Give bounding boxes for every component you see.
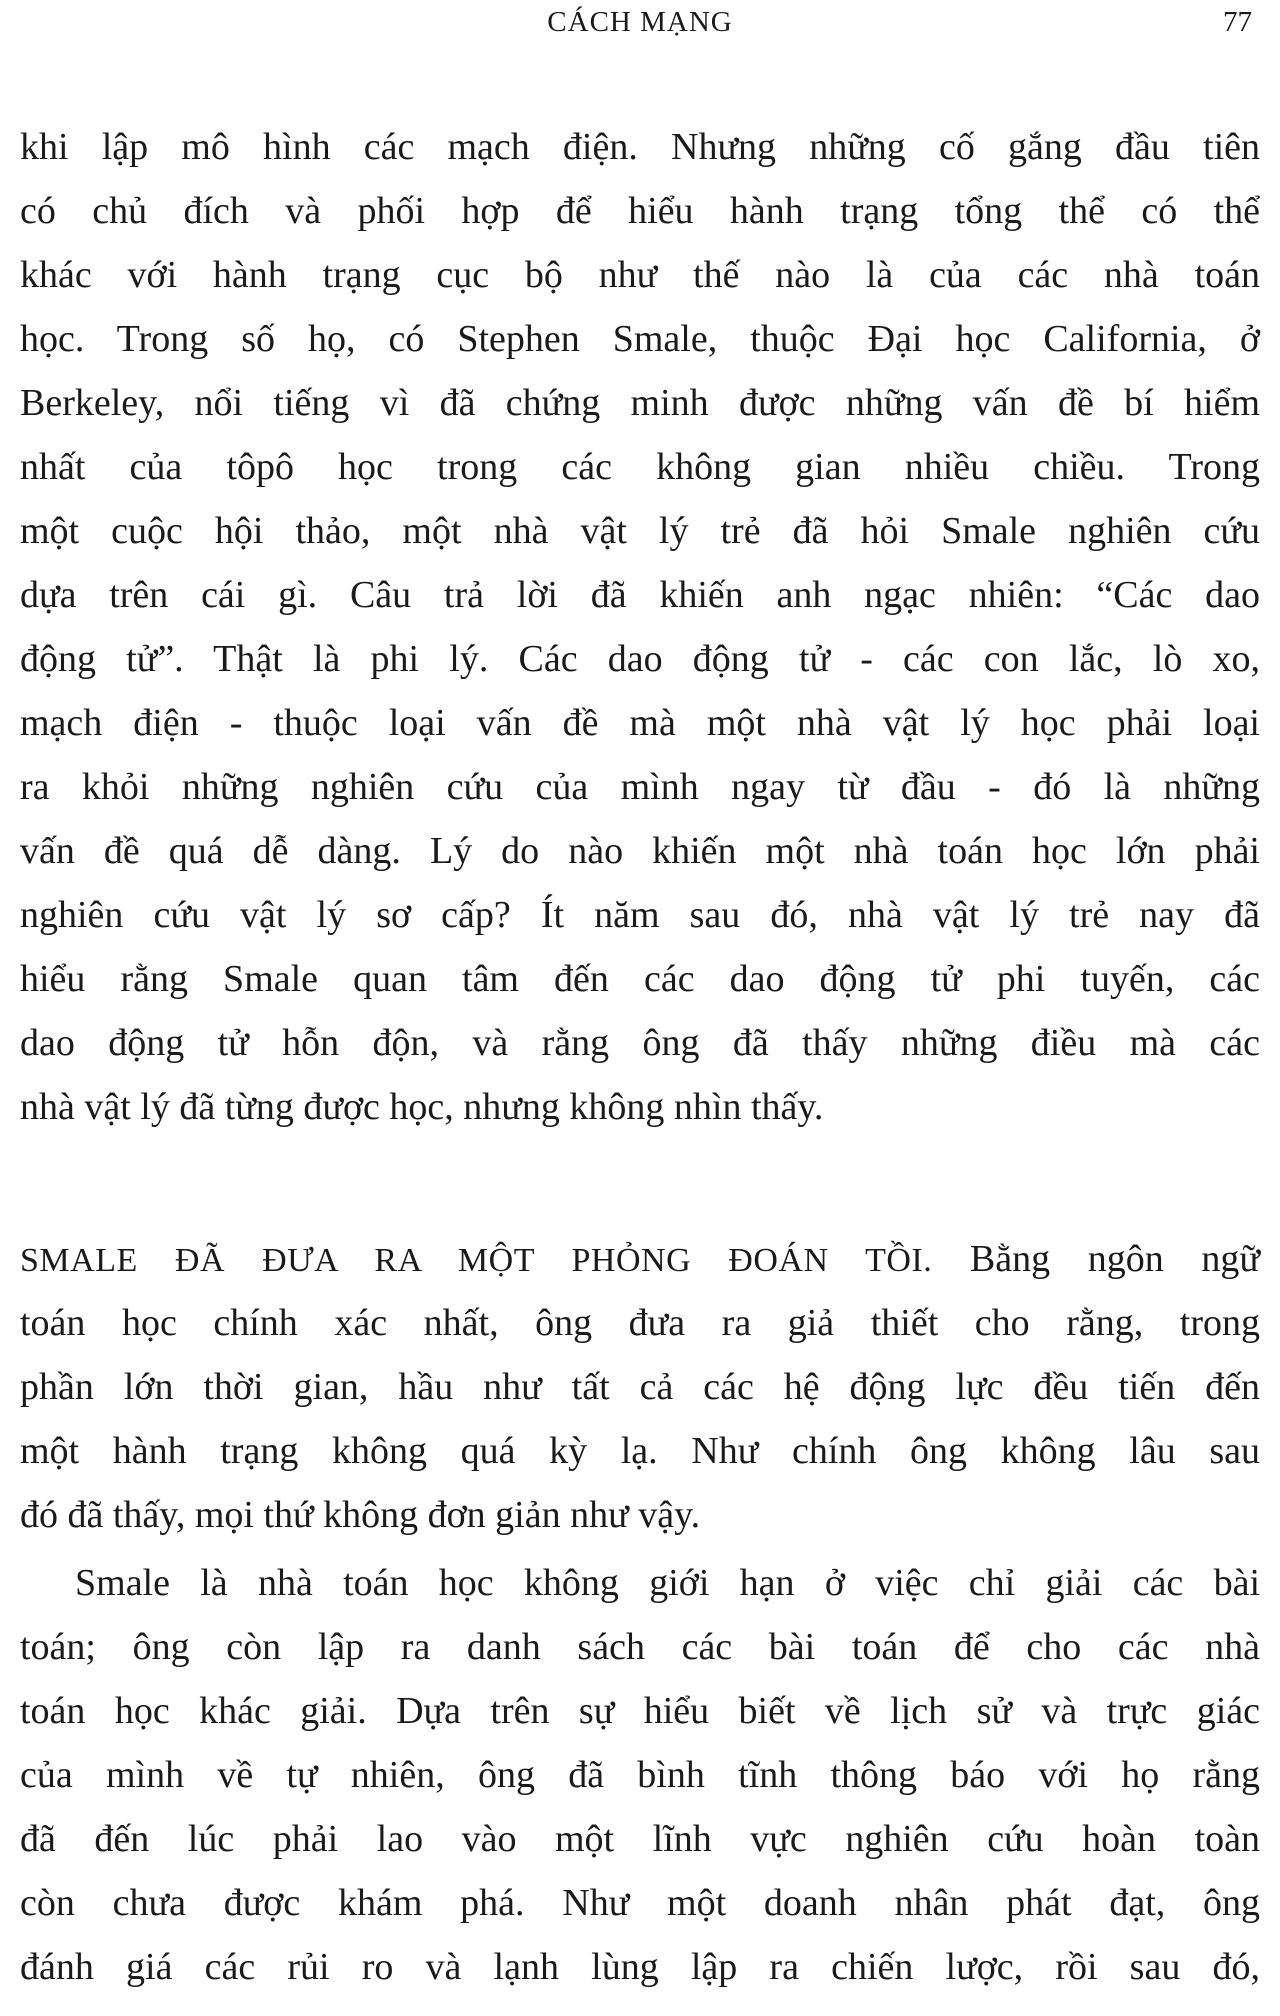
text-line: học. Trong số họ, có Stephen Smale, thuộc Đại học California, ở (20, 318, 1260, 360)
text-line: đó đã thấy, mọi thứ không đơn giản như vậy. (20, 1494, 701, 1536)
text-line: nghiên cứu vật lý sơ cấp? Ít năm sau đó, nhà vật lý trẻ nay đã (20, 894, 1260, 936)
text-line: có chủ đích và phối hợp để hiểu hành trạng tổng thể có thể (20, 190, 1260, 232)
text-line: toán học chính xác nhất, ông đưa ra giả thiết cho rằng, trong (20, 1302, 1260, 1344)
text-line: khác với hành trạng cục bộ như thế nào là của các nhà toán (20, 254, 1260, 296)
text-line: đánh giá các rủi ro và lạnh lùng lập ra chiến lược, rồi sau đó, (20, 1946, 1260, 1988)
text-line: Berkeley, nổi tiếng vì đã chứng minh được những vấn đề bí hiểm (20, 382, 1260, 424)
text-line: phần lớn thời gian, hầu như tất cả các hệ động lực đều tiến đến (20, 1366, 1260, 1408)
running-head (0, 6, 1280, 46)
text-line: dao động tử hỗn độn, và rằng ông đã thấy những điều mà các (20, 1022, 1260, 1064)
section-lead-in: SMALE ĐÃ ĐƯA RA MỘT PHỎNG ĐOÁN TỒI. (20, 1242, 933, 1279)
paragraph-3 (20, 1551, 1260, 1999)
text-line: một cuộc hội thảo, một nhà vật lý trẻ đã hỏi Smale nghiên cứu (20, 510, 1260, 552)
text-line: toán; ông còn lập ra danh sách các bài toán để cho các nhà (20, 1626, 1260, 1668)
text-line: còn chưa được khám phá. Như một doanh nhân phát đạt, ông (20, 1882, 1260, 1924)
text-line: dựa trên cái gì. Câu trả lời đã khiến anh ngạc nhiên: “Các dao (20, 574, 1260, 616)
opening-line-rest: Bằng ngôn ngữ (932, 1238, 1260, 1280)
text-line: khi lập mô hình các mạch điện. Nhưng những cố gắng đầu tiên (20, 126, 1260, 168)
text-line: vấn đề quá dễ dàng. Lý do nào khiến một nhà toán học lớn phải (20, 830, 1260, 872)
text-line: một hành trạng không quá kỳ lạ. Như chính ông không lâu sau (20, 1430, 1260, 1472)
text-line: nhất của tôpô học trong các không gian nhiều chiều. Trong (20, 446, 1260, 488)
text-line: của mình về tự nhiên, ông đã bình tĩnh thông báo với họ rằng (20, 1754, 1260, 1796)
chapter-title: CÁCH MẠNG (547, 6, 733, 38)
text-line: nhà vật lý đã từng được học, nhưng không nhìn thấy. (20, 1086, 824, 1128)
section-opening-line (20, 1227, 1260, 1291)
paragraph-2 (20, 1227, 1260, 1547)
text-line: toán học khác giải. Dựa trên sự hiểu biết về lịch sử và trực giác (20, 1690, 1260, 1732)
paragraph-1 (20, 115, 1260, 1139)
page-number: 77 (1223, 6, 1252, 38)
text-line: mạch điện - thuộc loại vấn đề mà một nhà vật lý học phải loại (20, 702, 1260, 744)
text-line: ra khỏi những nghiên cứu của mình ngay từ đầu - đó là những (20, 766, 1260, 808)
text-line: hiểu rằng Smale quan tâm đến các dao động tử phi tuyến, các (20, 958, 1260, 1000)
text-line: đã đến lúc phải lao vào một lĩnh vực nghiên cứu hoàn toàn (20, 1818, 1260, 1860)
text-line: động tử”. Thật là phi lý. Các dao động tử - các con lắc, lò xo, (20, 638, 1260, 680)
text-line: Smale là nhà toán học không giới hạn ở việc chỉ giải các bài (75, 1562, 1260, 1604)
